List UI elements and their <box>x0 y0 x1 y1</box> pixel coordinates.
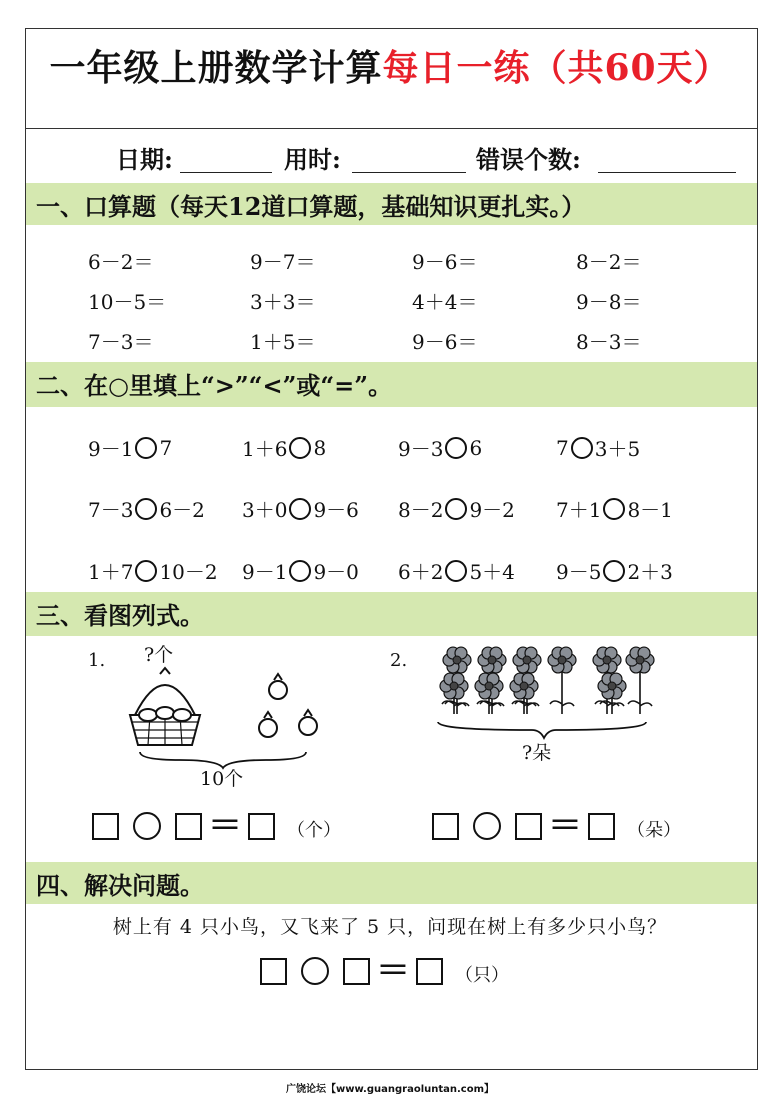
comparison-item <box>242 494 359 523</box>
time-label: 用时: <box>284 145 341 174</box>
equation: 8－2＝ <box>576 250 642 274</box>
divider <box>25 128 758 129</box>
right-expression: 6－2 <box>159 498 205 522</box>
right-expression: 7 <box>159 435 173 460</box>
equation: 9－7＝ <box>250 250 316 274</box>
flower-icon <box>440 673 468 714</box>
errors-label: 错误个数: <box>476 145 581 174</box>
compare-circle[interactable] <box>445 437 467 459</box>
unit-label: （个） <box>287 820 341 841</box>
compare-circle[interactable] <box>603 498 625 520</box>
left-expression: 9－5 <box>556 560 602 584</box>
left-expression: 9－1 <box>242 560 288 584</box>
comparison-item <box>242 433 326 462</box>
right-expression: 8 <box>313 435 327 460</box>
left-expression: 7 <box>556 435 569 460</box>
equation: 8－3＝ <box>576 330 642 354</box>
compare-circle[interactable] <box>445 498 467 520</box>
footer: 广饶论坛【www.guangraoluntan.com】 <box>285 1084 495 1095</box>
right-expression: 6 <box>469 435 483 460</box>
flower-icon <box>548 647 576 714</box>
answer-box[interactable] <box>588 813 615 840</box>
time-field[interactable] <box>352 172 466 173</box>
compare-circle[interactable] <box>135 560 157 582</box>
equation: 1＋5＝ <box>250 330 316 354</box>
comparison-item <box>556 433 640 462</box>
equation: 10－5＝ <box>88 290 167 314</box>
equation: 4＋4＝ <box>412 290 478 314</box>
comparison-item <box>88 556 218 585</box>
compare-circle[interactable] <box>603 560 625 582</box>
answer-box[interactable] <box>416 958 443 985</box>
comparison-item <box>556 556 673 585</box>
comparison-item <box>398 556 515 585</box>
left-expression: 1＋6 <box>242 437 288 461</box>
section-3-title: 三、看图列式。 <box>36 601 204 630</box>
left-expression: 7－3 <box>88 498 134 522</box>
flower-icon <box>510 673 538 714</box>
right-expression: 8－1 <box>627 498 673 522</box>
unit-label: （只） <box>455 965 509 986</box>
right-expression: 10－2 <box>159 560 218 584</box>
page-title <box>0 40 780 91</box>
left-expression: 7＋1 <box>556 498 602 522</box>
answer-row-2 <box>432 805 681 846</box>
left-expression: 6＋2 <box>398 560 444 584</box>
answer-box[interactable] <box>515 813 542 840</box>
left-expression: 9－3 <box>398 437 444 461</box>
right-expression: 9－6 <box>313 498 359 522</box>
comparison-item <box>556 494 673 523</box>
date-label: 日期: <box>116 145 173 174</box>
comparison-item <box>88 433 172 462</box>
operator-circle[interactable] <box>473 812 501 840</box>
answer-box[interactable] <box>92 813 119 840</box>
equation: 9－8＝ <box>576 290 642 314</box>
left-expression: 8－2 <box>398 498 444 522</box>
operator-circle[interactable] <box>133 812 161 840</box>
compare-circle[interactable] <box>445 560 467 582</box>
unit-label: （朵） <box>627 820 681 841</box>
problem-2-number: 2. <box>390 650 408 671</box>
carrot-icon <box>259 674 317 737</box>
left-expression: 9－1 <box>88 437 134 461</box>
brace <box>438 722 646 738</box>
answer-box[interactable] <box>175 813 202 840</box>
flower-icon <box>440 647 654 714</box>
title-black: 一年级上册数学计算 <box>49 47 383 89</box>
compare-circle[interactable] <box>289 560 311 582</box>
answer-box[interactable] <box>260 958 287 985</box>
comparison-item <box>88 494 205 523</box>
equation: 9－6＝ <box>412 250 478 274</box>
answer-row-1 <box>92 805 341 846</box>
right-expression: 5＋4 <box>469 560 515 584</box>
right-expression: 9－2 <box>469 498 515 522</box>
section-4-title: 四、解决问题。 <box>36 871 204 900</box>
compare-circle[interactable] <box>571 437 593 459</box>
flower-icon <box>475 673 503 714</box>
answer-box[interactable] <box>343 958 370 985</box>
right-expression: 9－0 <box>313 560 359 584</box>
equals-sign: ＝ <box>548 805 582 846</box>
compare-circle[interactable] <box>135 437 157 459</box>
errors-field[interactable] <box>598 172 736 173</box>
left-expression: 1＋7 <box>88 560 134 584</box>
word-problem: 树上有 4 只小鸟，又飞来了 5 只，问现在树上有多少只小鸟？ <box>112 916 668 938</box>
problem-1-total: 10个 <box>200 768 244 790</box>
flowers-picture <box>432 640 672 740</box>
comparison-item <box>398 433 482 462</box>
title-red: 每日一练（共60天） <box>382 47 731 89</box>
compare-circle[interactable] <box>135 498 157 520</box>
comparison-item <box>242 556 359 585</box>
equation: 9－6＝ <box>412 330 478 354</box>
equation: 7－3＝ <box>88 330 154 354</box>
answer-box[interactable] <box>432 813 459 840</box>
comparison-item <box>398 494 515 523</box>
section-4-header <box>26 862 757 904</box>
section-2-title: 二、在○里填上“>”“<”或“=”。 <box>36 371 393 400</box>
flower-icon <box>598 673 626 714</box>
equation: 6－2＝ <box>88 250 154 274</box>
section-2-header <box>26 362 757 407</box>
problem-1-question: ?个 <box>144 644 174 666</box>
section-1-header <box>26 183 757 225</box>
section-3-header <box>26 592 757 636</box>
right-expression: 2＋3 <box>627 560 673 584</box>
answer-row-3 <box>260 950 509 991</box>
operator-circle[interactable] <box>301 957 329 985</box>
answer-box[interactable] <box>248 813 275 840</box>
equals-sign: ＝ <box>208 805 242 846</box>
basket-icon <box>130 668 200 745</box>
date-field[interactable] <box>180 172 272 173</box>
compare-circle[interactable] <box>289 437 311 459</box>
compare-circle[interactable] <box>289 498 311 520</box>
right-expression: 3＋5 <box>594 437 641 461</box>
problem-2-question: ?朵 <box>522 742 552 764</box>
basket-picture <box>120 660 330 770</box>
flower-icon <box>626 647 654 714</box>
equation: 3＋3＝ <box>250 290 316 314</box>
equals-sign: ＝ <box>376 950 410 991</box>
section-1-title: 一、口算题（每天12道口算题，基础知识更扎实。） <box>36 192 586 221</box>
problem-1-number: 1. <box>88 650 106 671</box>
left-expression: 3＋0 <box>242 498 288 522</box>
